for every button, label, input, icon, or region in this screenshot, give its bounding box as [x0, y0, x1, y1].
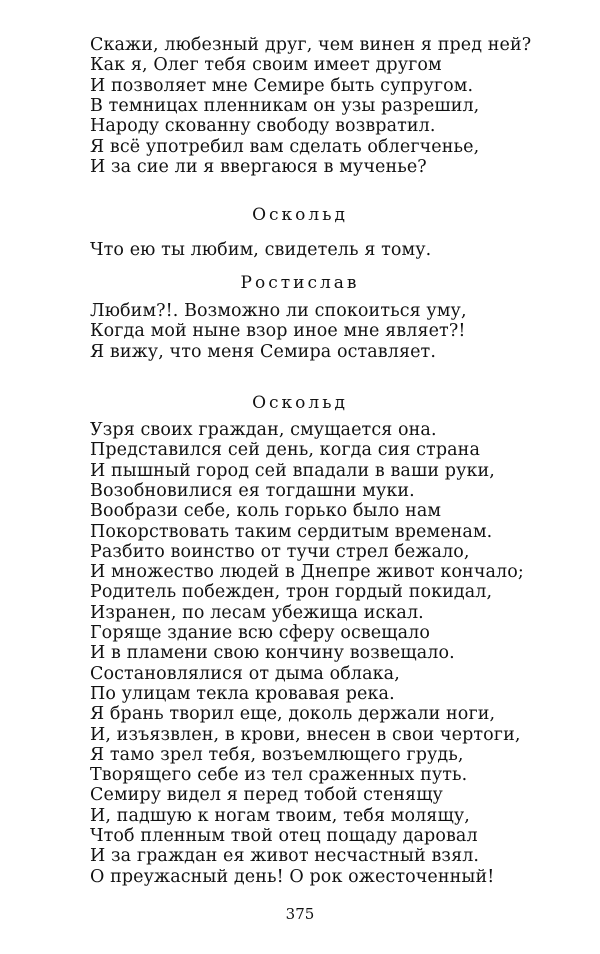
- verse-line: Изранен, по лесам убежища искал.: [90, 602, 424, 623]
- verse-line: Я брань творил еще, доколь держали ноги,: [90, 704, 496, 725]
- verse-line: Вообрази себе, коль горько было нам: [90, 501, 442, 522]
- verse-line: И множество людей в Днепре живот кончало;: [90, 562, 524, 583]
- verse-line: По улицам текла кровавая река.: [90, 683, 395, 704]
- verse-line: И пышный город сей впадали в ваши руки,: [90, 460, 495, 481]
- verse-line: Возобновилися ея тогдашни муки.: [90, 480, 415, 501]
- verse-line: В темницах пленникам он узы разрешил,: [90, 95, 480, 116]
- verse-line: Скажи, любезный друг, чем винен я пред ней?: [90, 35, 532, 55]
- verse-line: Разбито воинство от тучи стрел бежало,: [90, 541, 470, 562]
- verse-line: Когда мой ныне взор иное мне являет?!: [90, 321, 466, 342]
- verse-line: Я тамо зрел тебя, возъемлющего грудь,: [90, 744, 464, 765]
- verse-line: Что ею ты любим, свидетель я тому.: [90, 240, 432, 260]
- page-number: 375: [285, 905, 315, 923]
- verse-line: Родитель побежден, трон гордый покидал,: [90, 582, 493, 603]
- verse-line: Представился сей день, когда сия страна: [90, 440, 480, 461]
- verse-line: И, изъязвлен, в крови, внесен в свои чертоги,: [90, 724, 521, 745]
- verse-line: Я вижу, что меня Семира оставляет.: [90, 341, 436, 362]
- verse-line: Состановлялися от дыма облака,: [90, 663, 400, 684]
- verse-line: Семиру видел я перед тобой стенящу: [90, 785, 443, 806]
- speaker-name: Оскольд: [252, 205, 348, 225]
- verse-line: Как я, Олег тебя своим имеет другом: [90, 55, 442, 76]
- verse-line: Я всё употребил вам сделать облегченье,: [90, 136, 480, 157]
- verse-line: Горяще здание всю сферу освещало: [90, 623, 431, 643]
- verse-line: Покорствовать таким сердитым временам.: [90, 521, 493, 542]
- verse-line: Любим?!. Возможно ли спокоиться уму,: [90, 301, 467, 321]
- verse-line: О преужасный день! О рок ожесточенный!: [90, 866, 495, 887]
- verse-line: Чтоб пленным твой отец пощаду даровал: [90, 826, 478, 846]
- verse-line: Народу скованну свободу возвратил.: [90, 116, 436, 137]
- verse-line: И за сие ли я ввергаюся в мученье?: [90, 156, 427, 177]
- verse-line: Узря своих граждан, смущается она.: [90, 420, 437, 440]
- verse-line: И, падшую к ногам твоим, тебя молящу,: [90, 805, 470, 826]
- verse-line: И за граждан ея живот несчастный взял.: [90, 846, 480, 867]
- speaker-name: Ростислав: [240, 273, 360, 293]
- verse-line: И в пламени свою кончину возвещало.: [90, 643, 455, 664]
- verse-line: Творящего себе из тел сраженных путь.: [90, 765, 468, 786]
- verse-line: И позволяет мне Семире быть супругом.: [90, 75, 474, 96]
- speaker-name: Оскольд: [252, 393, 348, 413]
